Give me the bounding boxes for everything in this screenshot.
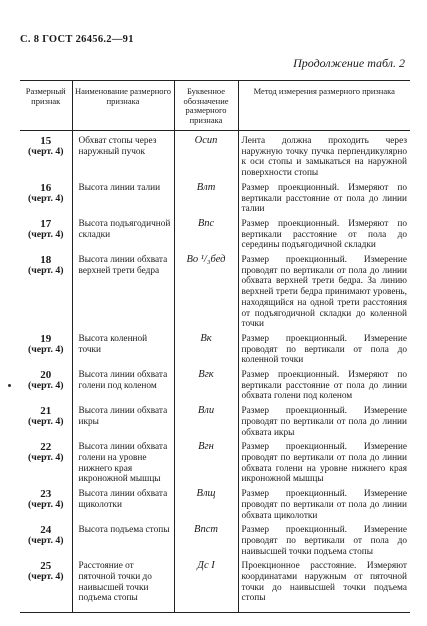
feature-name: Высота линии обхвата щиколотки (72, 485, 174, 521)
feature-number-cell (20, 366, 72, 402)
measurement-method: Лента должна проходить через наружную точку пучка перпендикулярно к оси стопы и замыкаться на наружной поверхности стопы (238, 131, 410, 179)
feature-name: Высота линии талии (72, 179, 174, 215)
measurement-method: Размер проекционный. Измерение проводят по вертикали от пола до коленной точки (238, 330, 410, 366)
feature-name: Высота линии обхвата голени на уровне нижнего края икроножной мышцы (72, 438, 174, 485)
feature-number-cell (20, 330, 72, 366)
feature-name: Высота линии обхвата верхней трети бедра (72, 251, 174, 330)
feature-number: 18 (40, 254, 52, 267)
table-header-row (20, 81, 410, 131)
feature-symbol: Вгн (174, 438, 238, 485)
feature-symbol: Дс I (174, 557, 238, 612)
feature-number-cell (20, 215, 72, 251)
feature-number: 21 (40, 405, 52, 418)
feature-name: Высота линии обхвата голени под коленом (72, 366, 174, 402)
feature-name: Обхват стопы через наружный пучок (72, 131, 174, 179)
measurement-method: Размер проекционный. Измерение проводят по вертикали от пола до линии обхвата щиколотки (238, 485, 410, 521)
drawing-reference: (черт. 4) (27, 415, 64, 427)
feature-symbol: Впст (174, 521, 238, 557)
drawing-reference: (черт. 4) (27, 343, 64, 355)
feature-number: 19 (40, 332, 52, 345)
table-row (20, 215, 410, 251)
column-header-symbol: Буквенное обозначение размерного признака (174, 81, 238, 131)
table-row (20, 330, 410, 366)
drawing-reference: (черт. 4) (27, 228, 64, 240)
feature-symbol: Осип (174, 131, 238, 179)
drawing-reference: (черт. 4) (27, 498, 64, 510)
drawing-reference: (черт. 4) (27, 571, 64, 583)
feature-symbol: Вли (174, 402, 238, 438)
table-row (20, 521, 410, 557)
feature-name: Высота линии обхвата икры (72, 402, 174, 438)
feature-name: Высота подъема стопы (72, 521, 174, 557)
column-header-feature: Размерный признак (20, 81, 72, 131)
measurement-method: Размер проекционный. Измерение проводят по вертикали от пола до линии обхвата верхней трети бедра. За линию верхней трети бедра принимают уровень, находящийся на одной трети расстояния от подъягодичной складки до коленной точки (238, 251, 410, 330)
measurement-method: Размер проекционный. Измеряют по вертикали расстояние от пола до середины подъягодичной складки (238, 215, 410, 251)
drawing-reference: (черт. 4) (27, 192, 64, 204)
feature-name: Высота подъягодичной складки (72, 215, 174, 251)
measurement-method: Размер проекционный. Измеряют по вертикали расстояние от пола до линии обхвата голени под коленом (238, 366, 410, 402)
drawing-reference: (черт. 4) (27, 145, 64, 157)
feature-name: Высота коленной точки (72, 330, 174, 366)
drawing-reference: (черт. 4) (27, 534, 64, 546)
feature-symbol: Во ¹/₃бед (174, 251, 238, 330)
page-header: С. 8 ГОСТ 26456.2—91 (20, 34, 134, 45)
feature-number-cell (20, 179, 72, 215)
measurements-table (20, 80, 410, 613)
table-row (20, 179, 410, 215)
drawing-reference: (черт. 4) (27, 264, 64, 276)
drawing-reference: (черт. 4) (27, 451, 64, 463)
table-row (20, 557, 410, 612)
feature-number: 25 (40, 560, 52, 573)
feature-number: 16 (40, 181, 52, 194)
table-row (20, 251, 410, 330)
feature-symbol: Влщ (174, 485, 238, 521)
feature-number: 23 (40, 488, 52, 501)
table-row (20, 485, 410, 521)
table-row (20, 131, 410, 179)
table-body (20, 131, 410, 613)
feature-number: 24 (40, 524, 52, 537)
table-continuation-label: Продолжение табл. 2 (293, 56, 405, 70)
feature-name: Расстояние от пяточной точки до наивысшей точки подъема стопы (72, 557, 174, 612)
measurement-method: Проекционное расстояние. Измеряют координатами наружным от пяточной точки до наивысшей точки подъема стопы (238, 557, 410, 612)
table-row (20, 366, 410, 402)
measurement-method: Размер проекционный. Измерение проводят по вертикали от пола до наивысшей точки подъема стопы (238, 521, 410, 557)
feature-number: 22 (40, 441, 52, 454)
feature-symbol: Впс (174, 215, 238, 251)
feature-number: 17 (40, 217, 52, 230)
measurement-method: Размер проекционный. Измерение проводят по вертикали от пола до линии обхвата икры (238, 402, 410, 438)
feature-number-cell (20, 485, 72, 521)
feature-symbol: Влт (174, 179, 238, 215)
feature-number-cell (20, 402, 72, 438)
feature-symbol: Вк (174, 330, 238, 366)
feature-number: 15 (40, 135, 52, 147)
scan-dot (8, 384, 11, 387)
table-row (20, 402, 410, 438)
measurement-method: Размер проекционный. Измеряют по вертикали расстояние от пола до линии талии (238, 179, 410, 215)
feature-number-cell (20, 557, 72, 612)
column-header-method: Метод измерения размерного признака (238, 81, 410, 131)
table-row (20, 438, 410, 485)
measurement-method: Размер проекционный. Измерение проводят по вертикали от пола до линии обхвата голени на уровне нижнего края икроножной мышцы (238, 438, 410, 485)
drawing-reference: (черт. 4) (27, 379, 64, 391)
feature-number-cell (20, 251, 72, 330)
feature-symbol: Вгк (174, 366, 238, 402)
feature-number-cell (20, 521, 72, 557)
feature-number: 20 (40, 369, 52, 382)
column-header-name: Наименование размерного признака (72, 81, 174, 131)
feature-number-cell (20, 131, 72, 179)
feature-number-cell (20, 438, 72, 485)
